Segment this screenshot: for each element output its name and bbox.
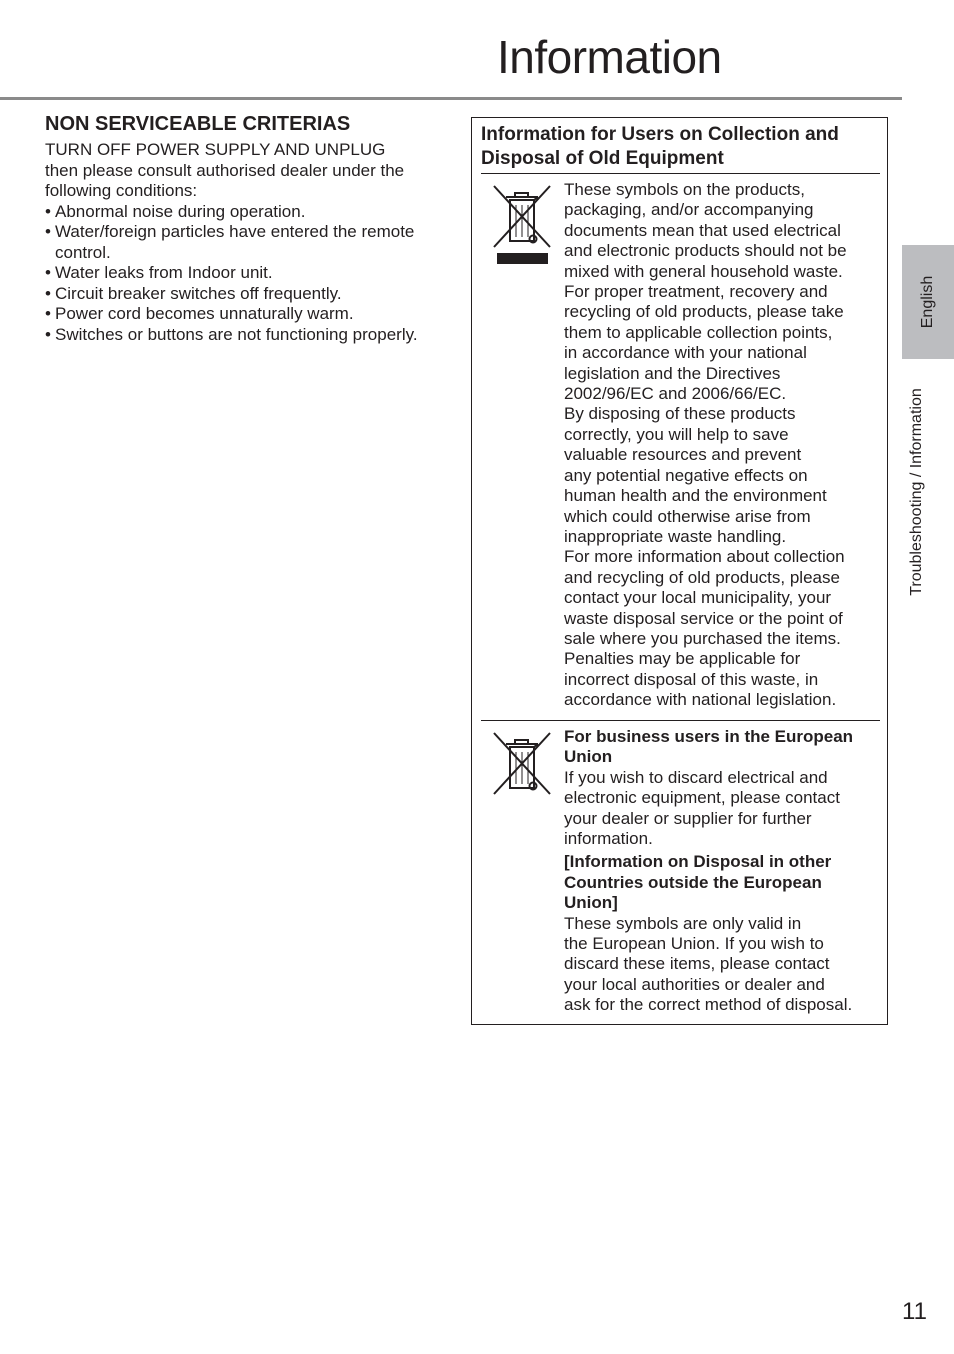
text-line: These symbols on the products, <box>564 180 805 199</box>
intro-line: TURN OFF POWER SUPPLY AND UNPLUG <box>45 140 386 159</box>
business-body <box>564 768 880 850</box>
text-line: in accordance with your national <box>564 343 807 363</box>
text-line: Union <box>564 747 613 767</box>
text-line: For more information about collection <box>564 547 845 567</box>
text-line: For business users in the European <box>564 727 854 746</box>
list-item <box>45 263 455 284</box>
text-line: waste disposal service or the point of <box>564 608 843 628</box>
list-item-text: control. <box>55 242 111 262</box>
list-item-text: Abnormal noise during operation. <box>55 201 306 221</box>
disposal-text <box>564 180 880 711</box>
text-line: accordance with national legislation. <box>564 690 837 710</box>
section-tab <box>902 372 932 612</box>
bullet-dot: • <box>45 201 51 221</box>
box-title <box>481 123 881 170</box>
text-line: which could otherwise arise from <box>564 506 811 526</box>
text-line: discard these items, please contact <box>564 954 830 974</box>
section-heading: NON SERVICEABLE CRITERIAS <box>45 113 351 135</box>
text-line: and electronic products should not be <box>564 241 847 261</box>
business-heading <box>564 727 880 768</box>
text-line: the European Union. If you wish to <box>564 934 824 954</box>
text-line: contact your local municipality, your <box>564 588 832 608</box>
bullet-dot: • <box>45 283 51 303</box>
list-item-continuation <box>45 243 455 264</box>
text-line: your dealer or supplier for further <box>564 808 812 828</box>
page-title: Information <box>497 31 722 83</box>
title-rule <box>0 97 902 100</box>
text-line: If you wish to discard electrical and <box>564 767 828 787</box>
list-item <box>45 222 455 243</box>
text-line: incorrect disposal of this waste, in <box>564 669 819 689</box>
intro-text <box>45 140 455 202</box>
divider <box>481 720 880 721</box>
disposal-info-box <box>471 117 888 1025</box>
text-line: human health and the environment <box>564 486 827 506</box>
text-line: ask for the correct method of disposal. <box>564 995 853 1015</box>
intro-line: then please consult authorised dealer under the <box>45 160 405 180</box>
text-line: For proper treatment, recovery and <box>564 282 828 302</box>
crossed-out-wheelie-bin-icon <box>491 183 553 265</box>
text-line: valuable resources and prevent <box>564 445 802 465</box>
conditions-list <box>45 202 455 346</box>
divider <box>481 173 880 174</box>
text-line: These symbols are only valid in <box>564 913 802 933</box>
list-item <box>45 284 455 305</box>
text-line: and recycling of old products, please <box>564 567 840 587</box>
text-line: mixed with general household waste. <box>564 261 843 281</box>
page-number: 11 <box>902 1298 927 1325</box>
text-line: electronic equipment, please contact <box>564 788 840 808</box>
list-item-text: Water/foreign particles have entered the remote <box>55 222 415 241</box>
other-countries-body <box>564 914 880 1016</box>
list-item <box>45 202 455 223</box>
language-tab-label: English <box>919 275 936 329</box>
section-tab-label: Troubleshooting / Information <box>908 388 925 596</box>
text-line: information. <box>564 829 653 849</box>
list-item <box>45 304 455 325</box>
list-item-text: Power cord becomes unnaturally warm. <box>55 304 354 323</box>
bullet-dot: • <box>45 304 51 323</box>
text-line: Penalties may be applicable for <box>564 649 801 669</box>
crossed-out-wheelie-bin-icon <box>491 730 553 798</box>
business-users-text <box>564 727 880 1016</box>
non-serviceable-section <box>45 112 455 345</box>
intro-line: following conditions: <box>45 181 198 200</box>
box-title-line: Disposal of Old Equipment <box>481 147 724 169</box>
text-line: sale where you purchased the items. <box>564 628 841 648</box>
text-line: your local authorities or dealer and <box>564 974 825 994</box>
text-line: them to applicable collection points, <box>564 322 833 342</box>
other-countries-heading <box>564 852 880 913</box>
text-line: By disposing of these products <box>564 404 796 424</box>
text-line: 2002/96/EC and 2006/66/EC. <box>564 384 787 404</box>
text-line: documents mean that used electrical <box>564 220 841 240</box>
list-item-text: Circuit breaker switches off frequently. <box>55 283 342 303</box>
bullet-dot: • <box>45 263 51 282</box>
text-line: Union] <box>564 893 618 913</box>
list-item-text: Switches or buttons are not functioning properly. <box>55 324 418 344</box>
text-line: legislation and the Directives <box>564 363 781 383</box>
bullet-dot: • <box>45 324 51 344</box>
text-line: inappropriate waste handling. <box>564 526 787 546</box>
bullet-dot: • <box>45 222 51 241</box>
text-line: [Information on Disposal in other <box>564 852 832 872</box>
box-title-line: Information for Users on Collection and <box>481 124 839 145</box>
text-line: correctly, you will help to save <box>564 424 789 444</box>
list-item <box>45 325 455 346</box>
text-line: Countries outside the European <box>564 872 822 892</box>
language-tab <box>902 245 954 359</box>
list-item-text: Water leaks from Indoor unit. <box>55 263 273 282</box>
text-line: packaging, and/or accompanying <box>564 200 814 220</box>
text-line: any potential negative effects on <box>564 465 808 485</box>
text-line: recycling of old products, please take <box>564 302 844 322</box>
